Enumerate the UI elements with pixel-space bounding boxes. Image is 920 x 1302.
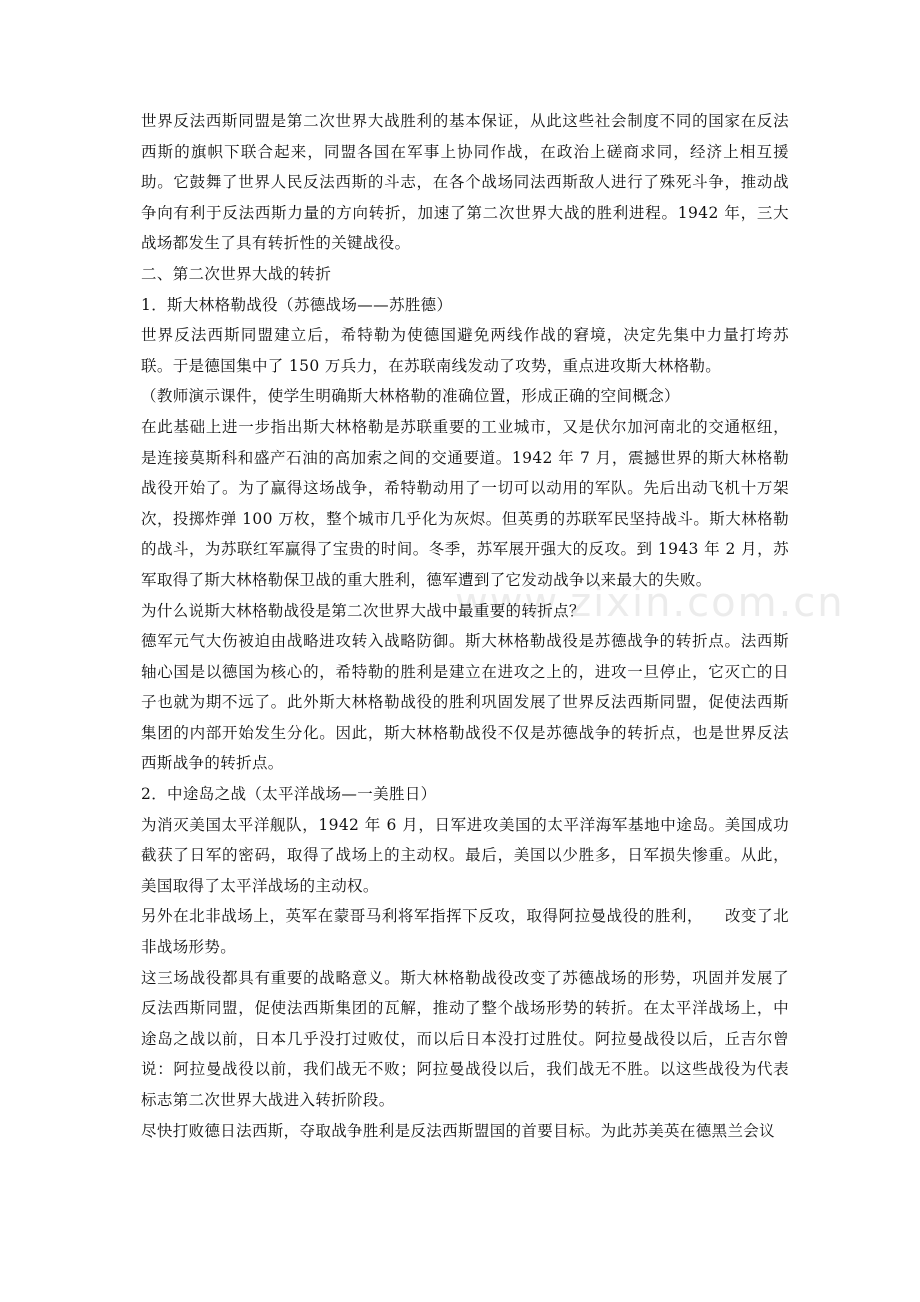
- watermark-text: www.zixin.com.cn: [455, 580, 845, 626]
- paragraph-stalingrad-significance: 德军元气大伤被迫由战略进攻转入战略防御。斯大林格勒战役是苏德战争的转折点。法西斯轴心国是以德国为核心的，希特勒的胜利是建立在进攻之上的，进攻一旦停止，它灭亡的日子也就为期不远了。此外斯大林格勒战役的胜利巩固发展了世界反法西斯同盟，促使法西斯集团的内部开始发生分化。因此，斯大林格勒战役不仅是苏德战争的转折点，也是世界反法西斯战争的转折点。: [141, 632, 789, 773]
- teaching-note: （教师演示课件，使学生明确斯大林格勒的准确位置，形成正确的空间概念）: [141, 387, 680, 406]
- paragraph-tehran: 尽快打败德日法西斯，夺取战争胜利是反法西斯盟国的首要目标。为此苏美英在德黑兰会议: [141, 1121, 776, 1140]
- subheading-midway: 2．中途岛之战（太平洋战场—一美胜日）: [141, 785, 437, 804]
- paragraph-midway: 为消灭美国太平洋舰队，1942 年 6 月，日军进攻美国的太平洋海军基地中途岛。美国成功截获了日军的密码，取得了战场上的主动权。最后，美国以少胜多，日军损失惨重。从此，美国取得了太平洋战场的主动权。: [141, 815, 789, 895]
- paragraph-three-battles: 这三场战役都具有重要的战略意义。斯大林格勒战役改变了苏德战场的形势，巩固并发展了反法西斯同盟，促使法西斯集团的瓦解，推动了整个战场形势的转折。在太平洋战场上，中途岛之战以前，日本几乎没打过败仗，而以后日本没打过胜仗。阿拉曼战役以后，丘吉尔曾说：阿拉曼战役以前，我们战无不败；阿拉曼战役以后，我们战无不胜。以这些战役为代表标志第二次世界大战进入转折阶段。: [141, 968, 789, 1109]
- paragraph-stalingrad-background: 世界反法西斯同盟建立后，希特勒为使德国避免两线作战的窘境，决定先集中力量打垮苏联。于是德国集中了 150 万兵力，在苏联南线发动了攻势，重点进攻斯大林格勒。: [141, 326, 789, 375]
- subheading-stalingrad: 1．斯大林格勒战役（苏德战场——苏胜德）: [141, 295, 453, 314]
- intro-paragraph: 世界反法西斯同盟是第二次世界大战胜利的基本保证，从此这些社会制度不同的国家在反法西斯的旗帜下联合起来，同盟各国在军事上协同作战，在政治上磋商求同，经济上相互援助。它鼓舞了世界人民反法西斯的斗志，在各个战场同法西斯敌人进行了殊死斗争，推动战争向有利于反法西斯力量的方向转折，加速了第二次世界大战的胜利进程。1942 年，三大战场都发生了具有转折性的关键战役。: [141, 112, 789, 253]
- question-line: 为什么说斯大林格勒战役是第二次世界大战中最重要的转折点？: [141, 601, 585, 620]
- paragraph-north-africa: 另外在北非战场上，英军在蒙哥马利将军指挥下反攻，取得阿拉曼战役的胜利， 改变了北非战场形势。: [141, 907, 789, 957]
- document-body: [141, 106, 789, 1146]
- paragraph-stalingrad-battle: 在此基础上进一步指出斯大林格勒是苏联重要的工业城市，又是伏尔加河南北的交通枢纽，是连接莫斯科和盛产石油的高加索之间的交通要道。1942 年 7 月，震撼世界的斯大林格勒战役开始了。为了赢得这场战争，希特勒动用了一切可以动用的军队。先后出动飞机十万架次，投掷炸弹 100 万枚，整个城市几乎化为灰烬。但英勇的苏联军民坚持战斗。斯大林格勒的战斗，为苏联红军赢得了宝贵的时间。冬季，苏军展开强大的反攻。到 1943 年 2 月，苏军取得了斯大林格勒保卫战的重大胜利，德军遭到了它发动战争以来最大的失败。: [141, 417, 789, 589]
- section-heading: 二、第二次世界大战的转折: [141, 264, 332, 283]
